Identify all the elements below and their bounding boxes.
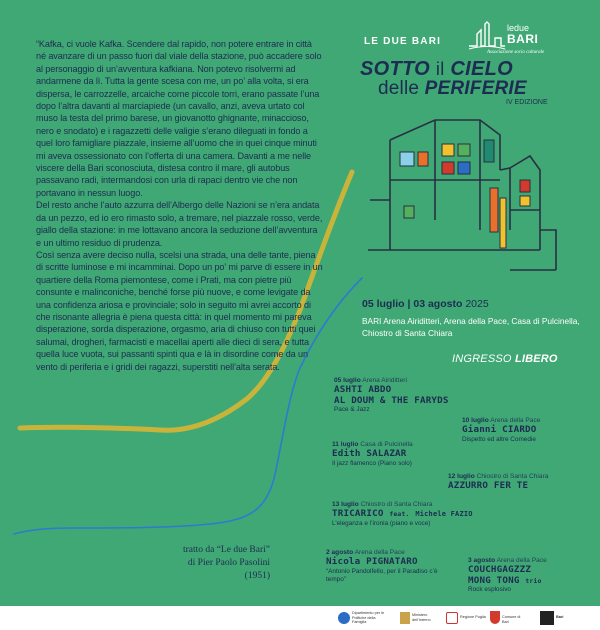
event-12-luglio: [448, 472, 548, 492]
skyline-logo-icon: [467, 20, 507, 52]
window-red-2: [520, 180, 530, 192]
window-green-2: [404, 206, 414, 218]
event-subtitle: L’eleganza e l’ironia (piano e voce): [332, 519, 431, 527]
event-venue: Chiostro di Santa Chiara: [476, 473, 549, 480]
ingresso-label: INGRESSO: [452, 353, 512, 365]
building-illustration: [360, 110, 580, 290]
event-date: 3 agosto: [468, 557, 496, 564]
quote-paragraph-1: “Kafka, ci vuole Kafka. Scendere dal rapido, non potere entrare in città né avanzare di un passo fuori dal viale della stazione, può accadere solo al personaggio di un’avventura kafkiana. Non potevo risolvermi ad andarmene da lì. Tutta la gente scesa con me, un po’ alla volta, si era dispersa, le carrozzelle, arcaiche come piccole torri, erano passate l’una dopo l’altra davanti al marciapiede (un cavallo, anzi, aveva urtato col muso la testa del primo barese, un giovanotto ghignante, minaccioso, nero e snodato) e i ragazzetti delle valigie s’erano dileguati in fondo a quel loro famigliare piazzale, insieme all’uomo che in quei cinque minuti mi aveva ossessionato con l’offerta di una camera. Davanti a me nelle viscere della Bari sconosciuta, distesa contro il mare, gli autobus passavano radi, intermandosi con urla di rapaci dentro vie che non portavano in nessun luogo.: [36, 39, 322, 198]
event-date: 05 luglio: [334, 377, 361, 384]
association-logo: [467, 18, 577, 58]
event-performer: Gianni CIARDO: [462, 424, 537, 435]
ingresso-libero: [452, 353, 558, 365]
event-venue: Casa di Pulcinella: [360, 441, 413, 448]
bari-logo-icon: [540, 611, 554, 625]
window-green-1: [458, 144, 470, 156]
event-venue: Arena della Pace: [496, 557, 547, 564]
brand-le-due-bari: [364, 36, 441, 47]
event-subtitle: “Antonio Pandolfello, per il Paradiso c’è tempo”: [326, 567, 438, 583]
sponsor-logo-bari: Bari: [540, 610, 576, 626]
sponsor-footer: [0, 606, 600, 630]
event-2-agosto: [326, 548, 456, 585]
event-subtitle: Rock esplosivo: [468, 586, 511, 593]
logo-tagline: Associazione socio culturale: [487, 50, 545, 55]
region-emblem-icon: [446, 612, 458, 624]
event-venue: Arena della Pace: [354, 549, 405, 556]
source-title: tratto da “Le due Bari”: [182, 545, 270, 555]
title-line-2: [378, 78, 527, 100]
edition-label: IV EDIZIONE: [506, 99, 548, 106]
event-11-luglio: [332, 440, 413, 468]
brand-prefix: LE: [364, 36, 384, 47]
event-performer: Nicola PIGNATARO: [326, 556, 418, 567]
ministry-emblem-icon: [400, 612, 410, 624]
libero-label: LIBERO: [514, 353, 558, 365]
event-date: 2 agosto: [326, 549, 354, 556]
event-date: 11 luglio: [332, 441, 359, 448]
event-performer: COUCHGAGZZZ: [468, 564, 532, 575]
festival-dates: [362, 298, 489, 310]
event-subtitle: Dispetto ed altre Comedie: [462, 435, 536, 443]
sponsor-logo-family: Dipartimento per le Politiche della Famiglia: [338, 610, 386, 626]
window-orange-tall: [490, 188, 498, 232]
event-13-luglio: [332, 500, 473, 528]
title-sotto: SOTTO: [360, 58, 431, 80]
dates-range: 05 luglio | 03 agosto: [362, 298, 463, 310]
title-cielo: CIELO: [450, 58, 513, 80]
event-05-luglio: [334, 376, 449, 415]
event-performer: MONG TONG trio: [468, 574, 542, 586]
window-blue-1: [458, 162, 470, 174]
logo-text-bari: BARI: [507, 32, 539, 46]
title-delle: delle: [378, 78, 420, 99]
event-date: 10 luglio: [462, 417, 489, 424]
dates-year: 2025: [465, 298, 489, 310]
sponsor-logo-puglia: Regione Puglia: [446, 610, 486, 626]
window-teal: [484, 140, 494, 162]
event-3-agosto: [468, 556, 547, 595]
comune-shield-icon: [490, 611, 500, 624]
event-venue: Chiostro di Santa Chiara: [360, 501, 433, 508]
window-red-1: [442, 162, 454, 174]
event-performer: Edith SALAZAR: [332, 448, 407, 459]
window-yellow-tall: [500, 198, 506, 248]
event-10-luglio: [462, 416, 540, 444]
family-emblem-icon: [338, 612, 350, 624]
event-date: 12 luglio: [448, 473, 475, 480]
event-performer: AZZURRO FER TE: [448, 480, 529, 491]
window-lightblue: [400, 152, 414, 166]
title-periferie: PERIFERIE: [424, 78, 527, 99]
event-performer: AL DOUM & THE FARYDS: [334, 394, 449, 406]
window-yellow-2: [520, 196, 530, 206]
quote-source: [110, 544, 270, 583]
event-date: 13 luglio: [332, 501, 359, 508]
festival-venues: BARI Arena Airiditteri, Arena della Pace, Casa di Pulcinella, Chiostro di Santa Chiara: [362, 316, 580, 338]
sponsor-logo-interior: Ministero dell’Interno: [400, 610, 440, 626]
event-subtitle: Pace & Jazz: [334, 406, 370, 413]
sponsor-logo-comune: Comune di Bari: [490, 610, 524, 626]
quote-paragraph-3: Così senza avere deciso nulla, scelsi una strada, una delle tante, piena di scritte luminose e mi incamminai. Dopo un po’ mi parve di essere in un quartiere della Roma piemontese, come i Prati, ma con pietre più consunte e malinconiche, benché forse più nuove, e come levigate da una confidenza ariosa e provinciale; solo in seguito mi avrei accorto di che risonante allegria è piena questa città: in quel momento mi pareva disperazione, sorda disperazione, orgasmo, aria di chiuso con tutti quei salumai, drogheri, farmacisti e macellai aperti alle dieci di sera, e tutta quella luce vuota, sui passanti spinti qua e là in disordine come da un vento di periferia e i gridi dei ragazzi, superstiti nell’alta serata.: [36, 249, 323, 372]
event-venue: Arena della Pace: [490, 417, 541, 424]
window-orange: [418, 152, 428, 166]
window-yellow-1: [442, 144, 454, 156]
logo-text-top: ledue: [507, 23, 530, 33]
brand-suffix: BARI: [407, 36, 442, 47]
source-year: (1951): [244, 571, 270, 581]
quote-paragraph-2: Del resto anche l’auto azzurra dell’Albergo delle Nazioni se n’era andata da un pezzo, ed io ero rimasto solo, a tremare, nel piazzale rosso, verde, giallo della stazione: in me lottavano ancora la seduzione dell’avventura e un ultimo residuo di prudenza.: [36, 200, 323, 248]
title-il: il: [435, 59, 445, 79]
pasolini-quote: [36, 38, 324, 373]
event-performer: TRICARICO feat. Michele FAZIO: [332, 508, 473, 519]
event-venue: Arena Airiditteri: [362, 377, 407, 384]
brand-due: DUE: [383, 36, 408, 47]
event-subtitle: Il jazz flamenco (Piano solo): [332, 459, 412, 467]
event-performer: ASHTI ABDO: [334, 384, 392, 395]
source-author: di Pier Paolo Pasolini: [187, 558, 270, 568]
